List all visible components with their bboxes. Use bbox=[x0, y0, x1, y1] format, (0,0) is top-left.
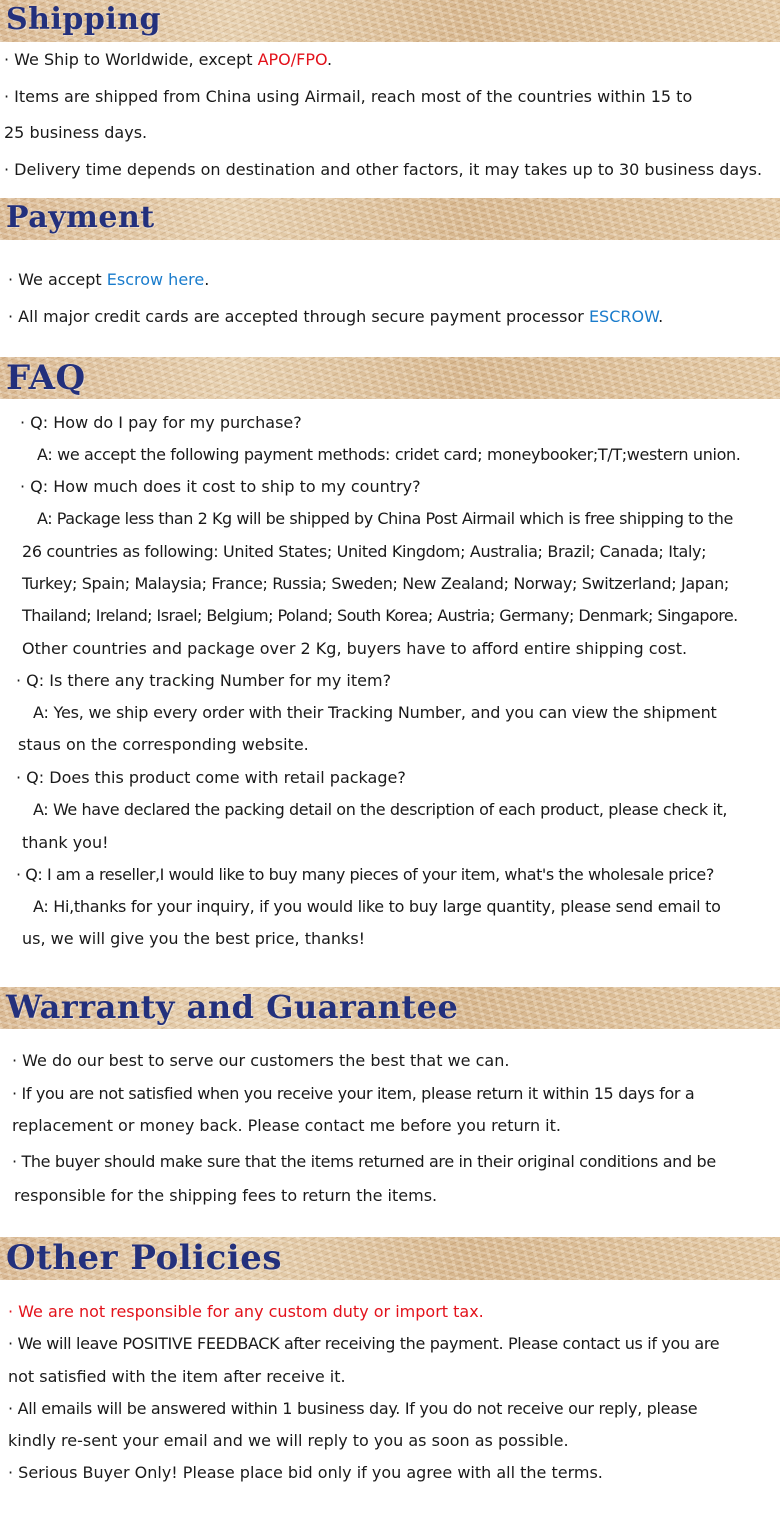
shipping-line-1 bbox=[4, 50, 332, 70]
warranty-banner bbox=[0, 987, 780, 1029]
faq-line: · Q: How much does it cost to ship to my country? bbox=[20, 477, 421, 496]
faq-line: Thailand; Ireland; Israel; Belgium; Poland; South Korea; Austria; Germany; Denmark; Singapore. bbox=[22, 606, 738, 625]
faq-line: · Q: How do I pay for my purchase? bbox=[20, 413, 302, 432]
shipping-line-1-end: . bbox=[326, 50, 333, 69]
policies-banner bbox=[0, 1237, 780, 1280]
warranty-line: replacement or money back. Please contact me before you return it. bbox=[12, 1116, 561, 1135]
faq-line: A: Yes, we ship every order with their Tracking Number, and you can view the shipment bbox=[33, 703, 717, 722]
faq-line: us, we will give you the best price, thanks! bbox=[22, 929, 366, 948]
policies-line: kindly re-sent your email and we will reply to you as soon as possible. bbox=[8, 1431, 569, 1450]
apo-fpo-highlight: APO/FPO bbox=[257, 50, 327, 69]
faq-line: A: We have declared the packing detail on the description of each product, please check it, bbox=[33, 800, 728, 819]
faq-line: A: Package less than 2 Kg will be shipped by China Post Airmail which is free shipping to the bbox=[37, 509, 733, 528]
faq-heading: FAQ bbox=[6, 358, 86, 398]
faq-line: 26 countries as following: United States; United Kingdom; Australia; Brazil; Canada; Italy; bbox=[22, 542, 707, 561]
shipping-banner bbox=[0, 0, 780, 42]
payment-heading: Payment bbox=[6, 200, 155, 235]
faq-line: · Q: Is there any tracking Number for my item? bbox=[16, 671, 392, 690]
payment-banner bbox=[0, 198, 780, 240]
shipping-line-4: · Delivery time depends on destination and other factors, it may takes up to 30 business days. bbox=[4, 160, 763, 179]
policies-line: · Serious Buyer Only! Please place bid only if you agree with all the terms. bbox=[8, 1463, 603, 1482]
payment-line-2-text: · All major credit cards are accepted through secure payment processor bbox=[8, 307, 589, 326]
shipping-line-2: · Items are shipped from China using Airmail, reach most of the countries within 15 to bbox=[4, 87, 693, 106]
shipping-line-1-text: · We Ship to Worldwide, except bbox=[4, 50, 258, 69]
faq-line: A: we accept the following payment methods: cridet card; moneybooker;T/T;western union. bbox=[37, 445, 741, 464]
faq-banner bbox=[0, 357, 780, 399]
policies-line: · We will leave POSITIVE FEEDBACK after receiving the payment. Please contact us if you are bbox=[8, 1334, 720, 1353]
payment-line-1-end: . bbox=[204, 270, 210, 289]
payment-line-2-end: . bbox=[658, 307, 664, 326]
faq-line: · Q: Does this product come with retail package? bbox=[16, 768, 406, 787]
payment-line-1 bbox=[8, 270, 209, 290]
shipping-line-3: 25 business days. bbox=[4, 123, 148, 142]
faq-line: thank you! bbox=[22, 833, 109, 852]
escrow-here-link[interactable]: Escrow here bbox=[106, 270, 205, 289]
faq-line: Turkey; Spain; Malaysia; France; Russia; Sweden; New Zealand; Norway; Switzerland; Japan; bbox=[22, 574, 729, 593]
policies-heading: Other Policies bbox=[6, 1238, 282, 1278]
warranty-line: · We do our best to serve our customers the best that we can. bbox=[12, 1051, 510, 1070]
shipping-heading: Shipping bbox=[6, 2, 162, 37]
payment-line-1-text: · We accept bbox=[8, 270, 107, 289]
policies-line-duty: · We are not responsible for any custom duty or import tax. bbox=[8, 1302, 484, 1321]
warranty-line: · If you are not satisfied when you receive your item, please return it within 15 days for a bbox=[12, 1084, 695, 1103]
faq-line: Other countries and package over 2 Kg, buyers have to afford entire shipping cost. bbox=[22, 639, 688, 658]
faq-line: A: Hi,thanks for your inquiry, if you would like to buy large quantity, please send email to bbox=[33, 897, 721, 916]
warranty-line: responsible for the shipping fees to return the items. bbox=[14, 1186, 438, 1205]
faq-line: · Q: I am a reseller,I would like to buy many pieces of your item, what's the wholesale price? bbox=[16, 865, 714, 884]
payment-line-2 bbox=[8, 307, 663, 327]
escrow-link[interactable]: ESCROW bbox=[588, 307, 659, 326]
warranty-heading: Warranty and Guarantee bbox=[6, 988, 459, 1026]
policies-line: not satisfied with the item after receive it. bbox=[8, 1367, 346, 1386]
warranty-line: · The buyer should make sure that the items returned are in their original conditions and be bbox=[12, 1152, 716, 1171]
faq-line: staus on the corresponding website. bbox=[18, 735, 309, 754]
policies-line: · All emails will be answered within 1 business day. If you do not receive our reply, please bbox=[8, 1399, 698, 1418]
